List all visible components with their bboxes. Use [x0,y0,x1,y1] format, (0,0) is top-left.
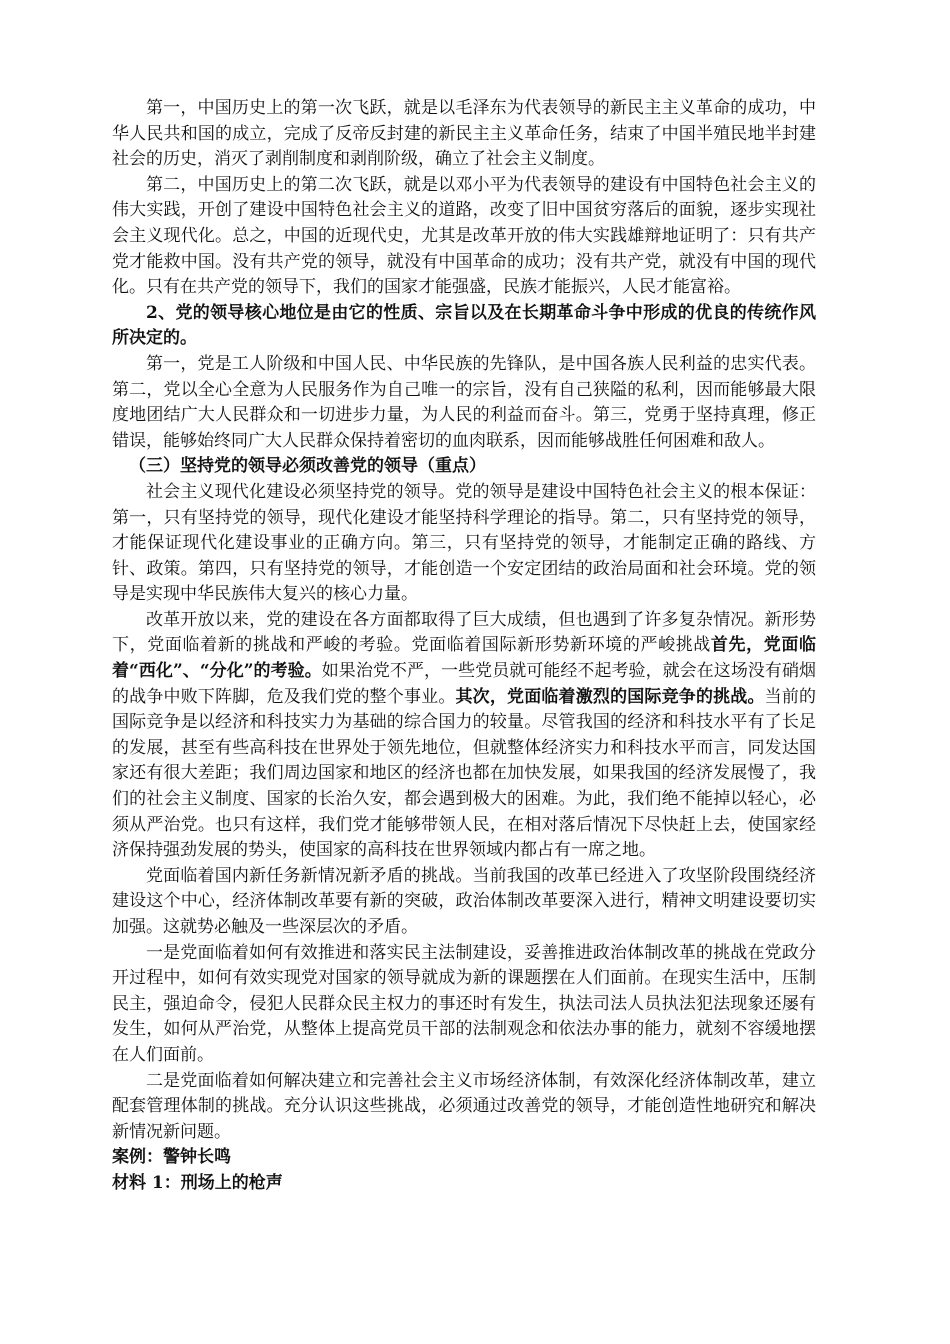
challenges-intro-text: 改革开放以来，党的建设在各方面都取得了巨大成绩，但也遇到了许多复杂情况。新形势下，党面临着新的挑战和严峻的考验。党面临着国际新形势新环境的严峻挑战 [112,609,816,656]
paragraph-challenges [112,608,816,864]
paragraph-second-leap: 第二，中国历史上的第二次飞跃，就是以邓小平为代表领导的建设有中国特色社会主义的伟大实践，开创了建设中国特色社会主义的道路，改变了旧中国贫穷落后的面貌，逐步实现社会主义现代化。总之，中国的近现代史，尤其是改革开放的伟大实践雄辩地证明了：只有共产党才能救中国。没有共产党的领导，就没有中国革命的成功；没有共产党，就没有中国的现代化。只有在共产党的领导下，我们的国家才能强盛，民族才能振兴，人民才能富裕。 [112,174,816,298]
heading-leadership-core: 2、党的领导核心地位是由它的性质、宗旨以及在长期革命斗争中形成的优良的传统作风所决定的。 [112,302,816,349]
case-label: 案例：警钟长鸣 [112,1147,231,1168]
paragraph-party-nature: 第一，党是工人阶级和中国人民、中华民族的先锋队，是中国各族人民利益的忠实代表。第二，党以全心全意为人民服务作为自己唯一的宗旨，没有自己狭隘的私利，因而能够最大限度地团结广大人民群众和一切进步力量，为人民的利益而奋斗。第三，党勇于坚持真理，修正错误，能够始终同广大人民群众保持着密切的血肉联系，因而能够战胜任何困难和敌人。 [112,353,816,451]
challenges-first-bold: 首先，党面临着“西化”、“分化”的考验。 [112,635,816,682]
challenges-second-text: 当前的国际竞争是以经济和科技实力为基础的综合国力的较量。尽管我国的经济和科技水平有了长足的发展，甚至有些高科技在世界处于领先地位，但就整体经济实力和科技水平而言，同发达国家还有很大差距；我们周边国家和地区的经济也都在加快发展，如果我国的经济发展慢了，我们的社会主义制度、国家的长治久安，都会遇到极大的困难。为此，我们绝不能掉以轻心，必须从严治党。也只有这样，我们党才能够带领人民，在相对落后情况下尽快赶上去，使国家经济保持强劲发展的势头，使国家的高科技在世界领域内都占有一席之地。 [112,686,817,861]
paragraph-first-leap: 第一，中国历史上的第一次飞跃，就是以毛泽东为代表领导的新民主主义革命的成功，中华人民共和国的成立，完成了反帝反封建的新民主主义革命任务，结束了中国半殖民地半封建社会的历史，消灭了剥削制度和剥削阶级，确立了社会主义制度。 [112,98,816,170]
material-label: 材料 1：刑场上的枪声 [112,1172,283,1193]
section-heading-improve-leadership: （三）坚持党的领导必须改善党的领导（重点） [129,456,486,477]
paragraph-market-economy: 二是党面临着如何解决建立和完善社会主义市场经济体制，有效深化经济体制改革，建立配套管理体制的挑战。充分认识这些挑战，必须通过改善党的领导，才能创造性地研究和解决新情况新问题。 [112,1070,816,1142]
challenges-first-text: 如果治党不严，一些党员就可能经不起考验，就会在这场没有硝烟的战争中败下阵脚，危及我们党的整个事业。 [112,661,816,707]
document-page [112,96,816,1197]
challenges-second-bold: 其次，党面临着激烈的国际竞争的挑战。 [455,686,765,707]
paragraph-democracy-law: 一是党面临着如何有效推进和落实民主法制建设，妥善推进政治体制改革的挑战在党政分开过程中，如何有效实现党对国家的领导就成为新的课题摆在人们面前。在现实生活中，压制民主，强迫命令，侵犯人民群众民主权力的事还时有发生，执法司法人员执法犯法现象还屡有发生，如何从严治党，从整体上提高党员干部的法制观念和依法办事的能力，就刻不容缓地摆在人们面前。 [112,942,816,1065]
paragraph-domestic-challenges: 党面临着国内新任务新情况新矛盾的挑战。当前我国的改革已经进入了攻坚阶段围绕经济建设这个中心，经济体制改革要有新的突破，政治体制改革要深入进行，精神文明建设要切实加强。这就势必触及一些深层次的矛盾。 [112,865,816,937]
paragraph-modernization: 社会主义现代化建设必须坚持党的领导。党的领导是建设中国特色社会主义的根本保证：第一，只有坚持党的领导，现代化建设才能坚持科学理论的指导。第二，只有坚持党的领导，才能保证现代化建设事业的正确方向。第三，只有坚持党的领导，才能制定正确的路线、方针、政策。第四，只有坚持党的领导，才能创造一个安定团结的政治局面和社会环境。党的领导是实现中华民族伟大复兴的核心力量。 [112,481,816,605]
